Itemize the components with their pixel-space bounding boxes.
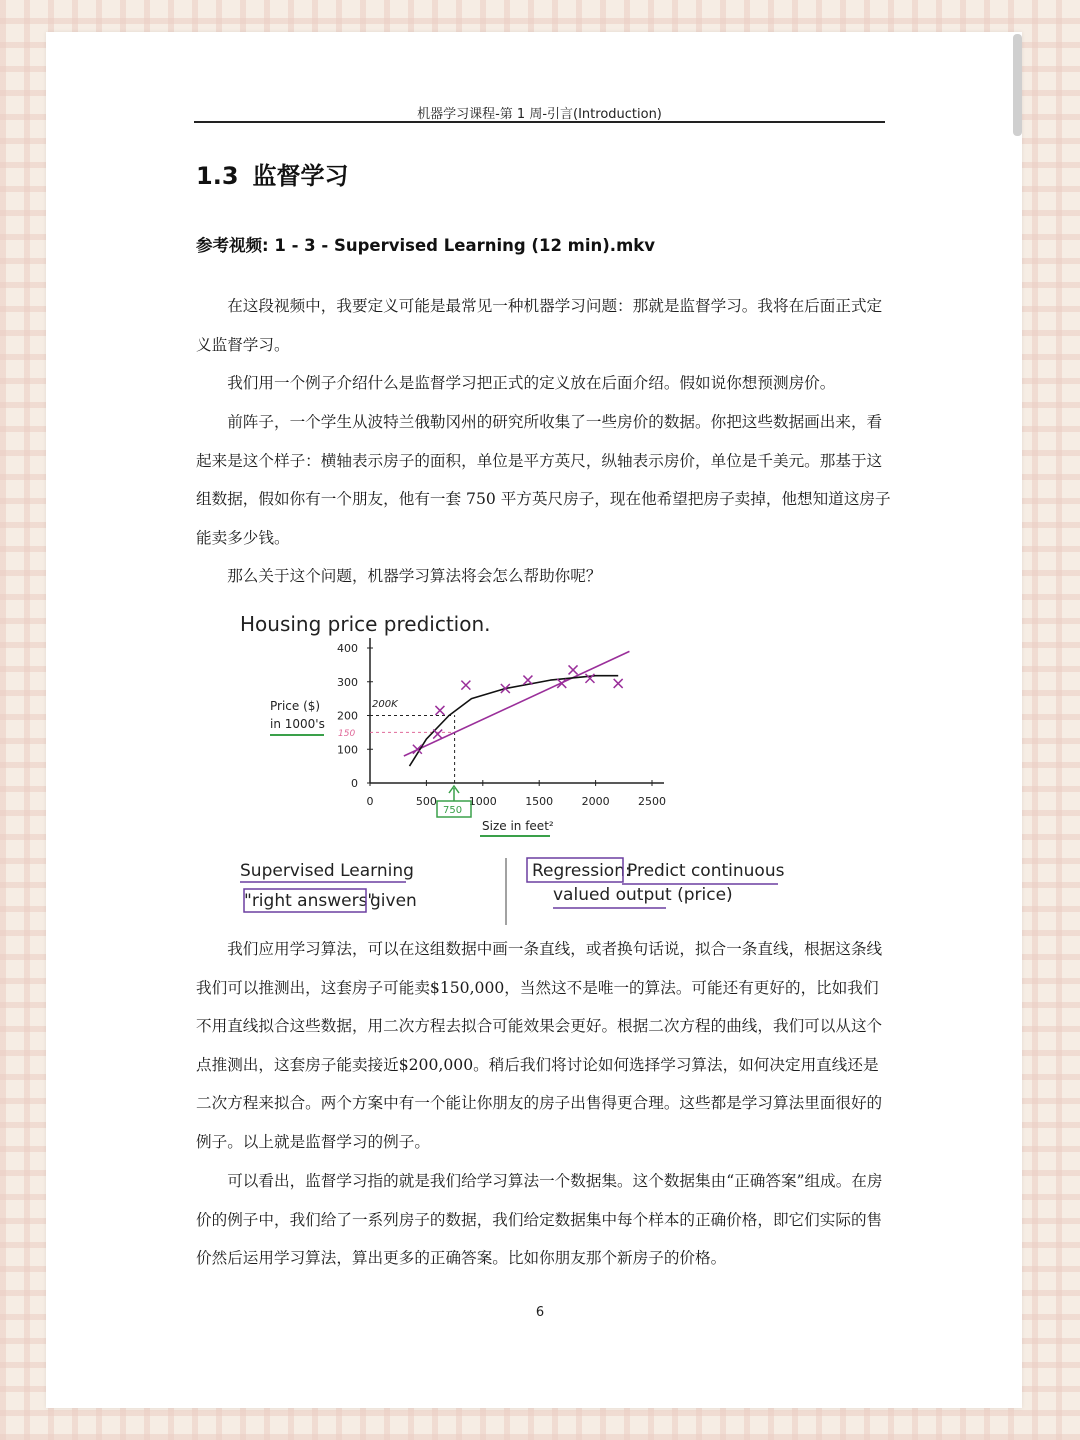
running-header: 机器学习课程-第 1 周-引言(Introduction) [417, 107, 662, 122]
vertical-scrollbar[interactable] [1013, 34, 1022, 136]
paragraph: 可以看出，监督学习指的就是我们给学习算法一个数据集。这个数据集由“正确答案”组成。在房价的例子中，我们给了一系列房子的数据，我们给定数据集中每个样本的正确价格，即它们实际的售价然后运用学习算法，算出更多的正确答案。比如你朋友那个新房子的价格。 [196, 1172, 883, 1268]
reference-label: 参考视频: [196, 236, 269, 255]
straight-fit-line [404, 651, 630, 756]
paragraph: 那么关于这个问题，机器学习算法将会怎么帮助你呢？ [227, 567, 602, 585]
left-caption-given: given [370, 891, 417, 911]
y-tick-label: 300 [337, 675, 358, 689]
y-tick-label: 400 [337, 642, 358, 655]
right-caption-regression: Regression: [532, 861, 631, 881]
y-tick-label: 200 [337, 709, 358, 723]
x-tick-label: 1500 [525, 795, 554, 808]
x-tick-label: 2500 [638, 795, 666, 808]
y-axis-label-line2: in 1000's [270, 717, 325, 731]
left-caption-right-answers: "right answers" [244, 891, 376, 911]
right-caption-predict: Predict continuous [627, 861, 785, 881]
page-number: 6 [535, 1305, 545, 1320]
y-tick-label: 100 [337, 743, 358, 757]
x-tick-label: 2000 [581, 795, 610, 808]
data-point-x-mark [461, 681, 470, 690]
annotation-200k: 200K [372, 699, 398, 710]
data-points [413, 665, 623, 753]
header-rule [194, 121, 885, 123]
data-point-x-mark [614, 679, 623, 688]
data-point-x-mark [433, 730, 442, 739]
reference-video [196, 232, 655, 256]
paragraph: 我们用一个例子介绍什么是监督学习把正式的定义放在后面介绍。假如说你想预测房价。 [227, 374, 836, 392]
x-tick-label: 1000 [468, 795, 497, 808]
data-point-x-mark [569, 665, 578, 674]
data-point-x-mark [585, 674, 594, 683]
housing-price-figure [230, 600, 810, 930]
x-tick-label: 0 [366, 795, 374, 808]
arrow-up-icon [449, 786, 459, 801]
axes [337, 638, 666, 808]
data-point-x-mark [435, 706, 444, 715]
quadratic-fit-curve [410, 676, 619, 766]
annotation-150: 150 [338, 729, 356, 739]
y-axis-label-line1: Price ($) [270, 699, 321, 713]
data-point-x-mark [523, 676, 532, 685]
paragraph: 我们应用学习算法，可以在这组数据中画一条直线，或者换句话说，拟合一条直线，根据这条线我们可以推测出，这套房子可能卖$150,000，当然这不是唯一的算法。可能还有更好的，比如我们不用直线拟合这些数据，用二次方程去拟合可能效果会更好。根据二次方程的曲线，我们可以从这个点推测出，这套房子能卖接近$200,000。稍后我们将讨论如何选择学习算法，如何决定用直线还是二次方程来拟合。两个方案中有一个能让你朋友的房子出售得更合理。这些都是学习算法里面很好的例子。以上就是监督学习的例子。 [196, 940, 883, 1151]
section-title [196, 156, 349, 191]
reference-video-name: 1 - 3 - Supervised Learning (12 min).mkv [274, 236, 655, 255]
x-tick-label: 500 [415, 795, 437, 808]
x-axis-label: Size in feet² [482, 819, 554, 833]
section-number: 1.3 [196, 162, 239, 190]
paragraph: 前阵子，一个学生从波特兰俄勒冈州的研究所收集了一些房价的数据。你把这些数据画出来，看起来是这个样子：横轴表示房子的面积，单位是平方英尺，纵轴表示房价，单位是千美元。那基于这组数据，假如你有一个朋友，他有一套 750 平方英尺房子，现在他希望把房子卖掉，他想知道这房子能卖多少钱。 [196, 413, 891, 547]
y-tick-label: 0 [351, 777, 358, 790]
annotation-750: 750 [443, 805, 463, 816]
left-caption-line1: Supervised Learning [240, 861, 414, 881]
paragraph: 在这段视频中，我要定义可能是最常见一种机器学习问题：那就是监督学习。我将在后面正式定义监督学习。 [196, 297, 883, 354]
guide-lines [370, 716, 455, 784]
section-title-text: 监督学习 [252, 162, 349, 190]
housing-price-chart [230, 600, 810, 930]
chart-title: Housing price prediction. [240, 612, 491, 636]
right-caption-line2: valued output (price) [553, 885, 733, 905]
